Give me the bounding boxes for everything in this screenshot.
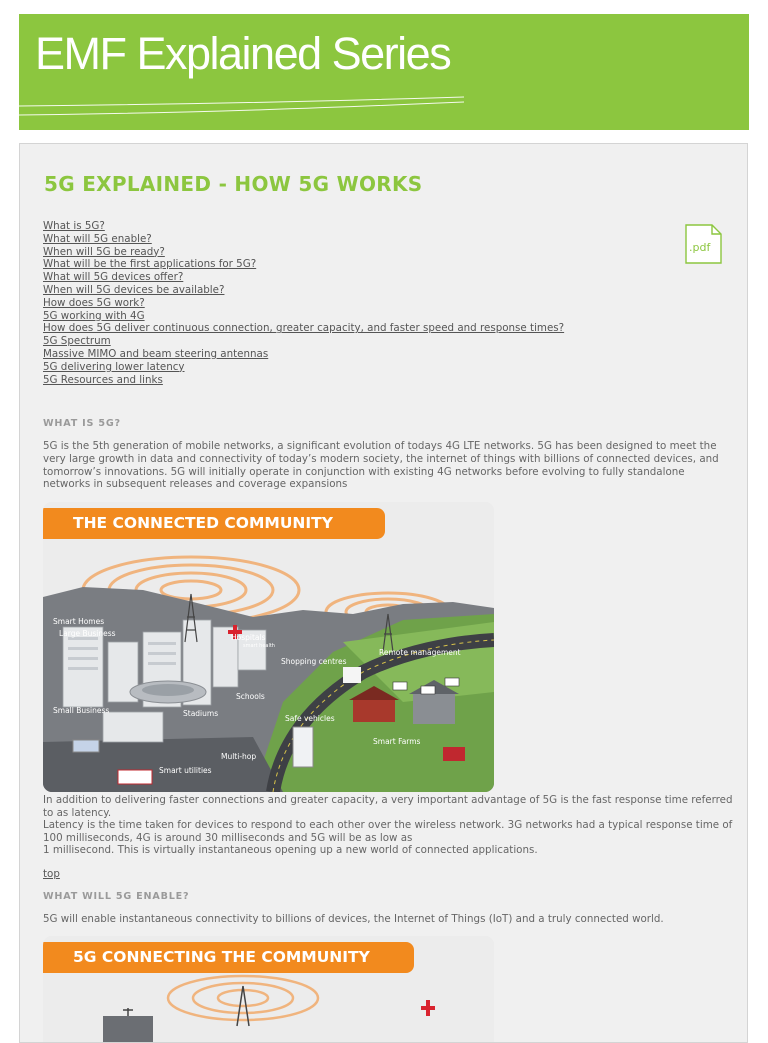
toc-link-resources[interactable]: 5G Resources and links <box>43 373 163 386</box>
header-banner <box>19 14 749 130</box>
label-small-business: Small Business <box>53 706 110 715</box>
toc-item <box>43 308 564 321</box>
label-large-business: Large Business <box>59 629 116 638</box>
connected-community-title: THE CONNECTED COMMUNITY <box>43 508 385 539</box>
back-to-top-link[interactable]: top <box>43 868 60 880</box>
label-smart-farms: Smart Farms <box>373 737 421 746</box>
toc-link-how-5g-works[interactable]: How does 5G work? <box>43 296 145 309</box>
toc-item <box>43 269 564 282</box>
connected-community-figure <box>43 502 494 792</box>
toc-item <box>43 372 564 385</box>
toc-link-what-is-5g[interactable]: What is 5G? <box>43 220 105 232</box>
pdf-label: .pdf <box>689 241 711 254</box>
toc-link-when-ready[interactable]: When will 5G be ready? <box>43 245 165 258</box>
table-of-contents <box>43 218 564 384</box>
connecting-community-title: 5G CONNECTING THE COMMUNITY <box>43 942 414 973</box>
page-title: 5G EXPLAINED - HOW 5G WORKS <box>44 172 423 196</box>
latency-paragraph-1: In addition to delivering faster connections and greater capacity, a very important advantage of 5G is the fast response time referred to as latency. <box>43 794 733 819</box>
toc-link-massive-mimo[interactable]: Massive MIMO and beam steering antennas <box>43 347 269 360</box>
label-multi-hop: Multi-hop <box>221 752 257 761</box>
toc-item <box>43 218 564 231</box>
label-smart-health: smart health <box>243 643 275 649</box>
content-panel <box>19 143 748 1043</box>
what-will-5g-enable-paragraph: 5G will enable instantaneous connectivity to billions of devices, the Internet of Things (IoT) and a truly connected world. <box>43 913 664 925</box>
toc-item <box>43 295 564 308</box>
toc-item <box>43 244 564 257</box>
toc-link-spectrum[interactable]: 5G Spectrum <box>43 335 111 348</box>
toc-item <box>43 333 564 346</box>
toc-item <box>43 231 564 244</box>
toc-link-5g-with-4g[interactable]: 5G working with 4G <box>43 309 145 322</box>
toc-item <box>43 256 564 269</box>
toc-item <box>43 359 564 372</box>
toc-link-first-applications[interactable]: What will be the first applications for 5G? <box>43 258 257 271</box>
label-smart-utilities: Smart utilities <box>159 766 212 775</box>
label-schools: Schools <box>236 692 265 701</box>
toc-link-devices-offer[interactable]: What will 5G devices offer? <box>43 271 184 284</box>
latency-paragraph-2: Latency is the time taken for devices to respond to each other over the wireless network. 3G networks had a typical response time of 100 milliseconds, 4G is around 30 milliseconds and 5G will be as low as <box>43 819 733 844</box>
toc-link-what-will-5g-enable[interactable]: What will 5G enable? <box>43 232 152 245</box>
toc-link-continuous-connection[interactable]: How does 5G deliver continuous connection, greater capacity, and faster speed and response times? <box>43 322 565 335</box>
label-smart-homes: Smart Homes <box>53 617 105 626</box>
latency-paragraph-3: 1 millisecond. This is virtually instantaneous opening up a new world of connected applications. <box>43 844 538 856</box>
series-title: EMF Explained Series <box>35 28 451 79</box>
label-safe-vehicles: Safe vehicles <box>285 714 335 723</box>
toc-item <box>43 320 564 333</box>
connecting-community-figure <box>43 936 494 1043</box>
toc-link-devices-available[interactable]: When will 5G devices be available? <box>43 283 225 296</box>
label-remote-management: Remote management <box>379 648 461 657</box>
label-hospitals: Hospitals <box>231 633 266 642</box>
label-stadiums: Stadiums <box>183 709 219 718</box>
section-heading-what-will-5g-enable: WHAT WILL 5G ENABLE? <box>43 891 190 902</box>
toc-item <box>43 346 564 359</box>
pdf-download-icon[interactable] <box>685 224 722 264</box>
what-is-5g-paragraph: 5G is the 5th generation of mobile networks, a significant evolution of todays 4G LTE networks. 5G has been designed to meet the very large growth in data and connectivity of today’s modern society, the internet of things with billions of connected devices, and tomorrow’s innovations. 5G will initially operate in conjunction with existing 4G networks before evolving to fully standalone networks in subsequent releases and coverage expansions <box>43 440 719 491</box>
toc-item <box>43 282 564 295</box>
label-shopping-centres: Shopping centres <box>281 657 347 666</box>
toc-link-lower-latency[interactable]: 5G delivering lower latency <box>43 360 185 373</box>
section-heading-what-is-5g: WHAT IS 5G? <box>43 418 121 429</box>
